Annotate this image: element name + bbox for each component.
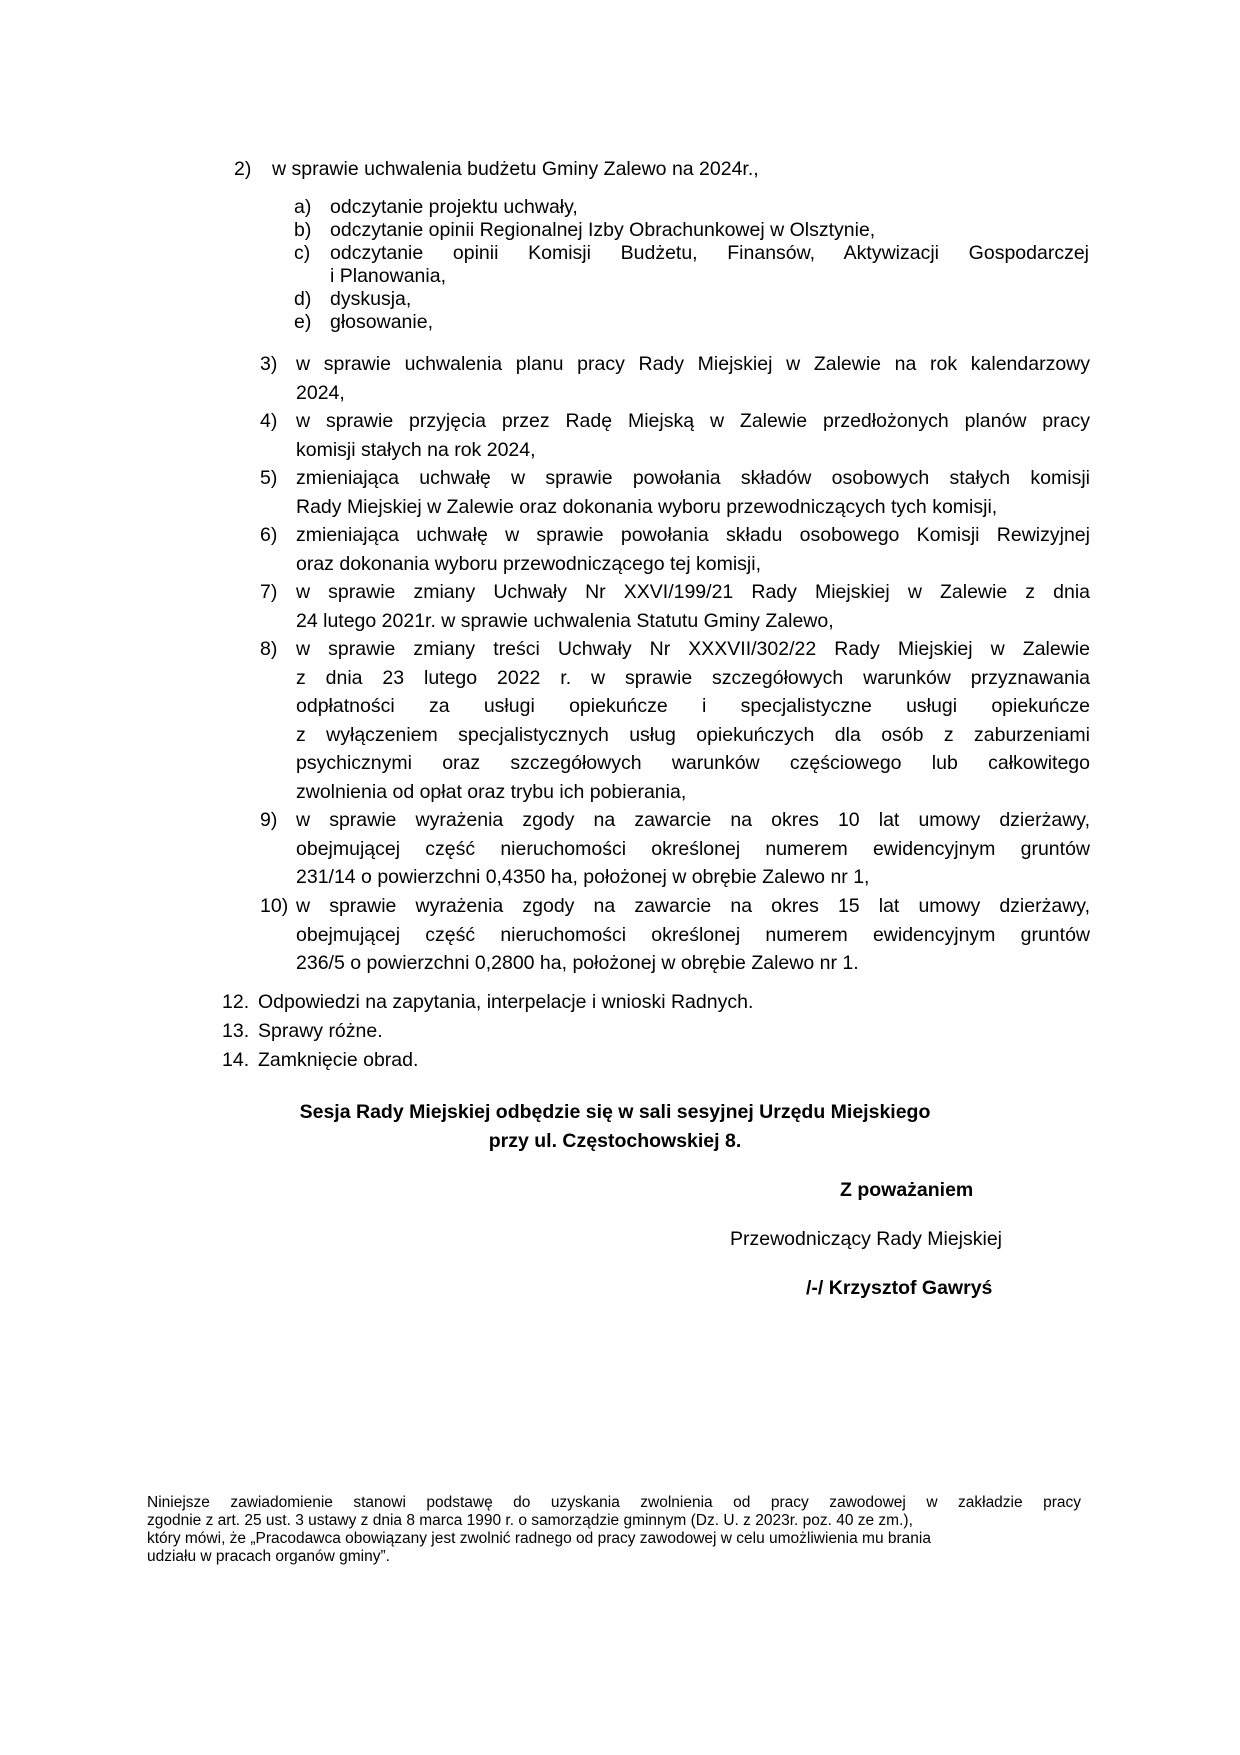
subitem-b — [294, 219, 1089, 242]
item-number: 8) — [260, 638, 278, 660]
subitem-c — [294, 242, 1089, 288]
location-line-2: przy ul. Częstochowskiej 8. — [488, 1129, 742, 1152]
item-text: Sprawy różne. — [258, 1020, 383, 1042]
signatory-role: Przewodniczący Rady Miejskiej — [730, 1228, 1003, 1250]
agenda-subitem-8 — [260, 635, 1090, 806]
item-line: obejmującej część nieruchomości określonej numerem ewidencyjnym gruntów — [296, 923, 1090, 946]
item-number: 6) — [260, 524, 278, 546]
item-line: z dnia 23 lutego 2022 r. w sprawie szczegółowych warunków przyznawania — [296, 666, 1090, 689]
agenda-subitem-9 — [260, 806, 1090, 892]
item-line: 2024, — [296, 381, 345, 404]
item-text — [296, 350, 1090, 407]
agenda-item-12 — [222, 988, 1082, 1017]
subitem-text: dyskusja, — [330, 288, 412, 310]
subitem-text — [330, 242, 1089, 288]
item-line: 231/14 o powierzchni 0,4350 ha, położonej w obrębie Zalewo nr 1, — [296, 866, 870, 888]
item-line: zwolnienia od opłat oraz trybu ich pobierania, — [296, 780, 687, 803]
footnote-line: Niniejsze zawiadomienie stanowi podstawę do uzyskania zwolnienia od pracy zawodowej w zakładzie pracy — [147, 1494, 1081, 1511]
item-line: odpłatności za usługi opiekuńcze i specjalistyczne usługi opiekuńcze — [296, 695, 1090, 717]
item-number: 4) — [260, 410, 278, 432]
agenda-subitem-4 — [260, 407, 1090, 464]
item-text: Odpowiedzi na zapytania, interpelacje i wnioski Radnych. — [258, 991, 754, 1013]
subitem-letter: d) — [294, 288, 312, 310]
item-text — [296, 521, 1090, 578]
agenda-subitem-7 — [260, 578, 1090, 635]
item-text — [296, 407, 1090, 464]
item-line: Rady Miejskiej w Zalewie oraz dokonania wyboru przewodniczących tych komisji, — [296, 495, 998, 518]
subitem-text: odczytanie projektu uchwały, — [330, 196, 578, 218]
subitem-text: odczytanie opinii Regionalnej Izby Obrachunkowej w Olsztynie, — [330, 219, 876, 241]
item-text — [296, 635, 1090, 806]
item-line: w sprawie uchwalenia planu pracy Rady Miejskiej w Zalewie na rok kalendarzowy — [296, 353, 1090, 375]
subitem-letter: e) — [294, 311, 312, 333]
agenda-subitem-5 — [260, 464, 1090, 521]
item-line: psychicznymi oraz szczegółowych warunków częściowego lub całkowitego — [296, 752, 1090, 774]
item-number: 9) — [260, 809, 278, 831]
footnote-line: zgodnie z art. 25 ust. 3 ustawy z dnia 8 marca 1990 r. o samorządzie gminnym (Dz. U. z 2023r. poz. 40 ze zm.), — [147, 1512, 913, 1529]
agenda-item-14 — [222, 1046, 1082, 1075]
item-line: w sprawie wyrażenia zgody na zawarcie na okres 10 lat umowy dzierżawy, — [296, 809, 1090, 831]
footnote — [147, 1494, 1081, 1566]
footnote-line: udziału w pracach organów gminy”. — [147, 1548, 390, 1565]
item-line: oraz dokonania wyboru przewodniczącego tej komisji, — [296, 552, 761, 575]
agenda-subitem-2 — [234, 155, 994, 184]
item-line: w sprawie zmiany treści Uchwały Nr XXXVII/302/22 Rady Miejskiej w Zalewie — [296, 638, 1090, 660]
item-line: komisji stałych na rok 2024, — [296, 438, 536, 461]
item-text — [296, 892, 1090, 978]
item-line: w sprawie wyrażenia zgody na zawarcie na okres 15 lat umowy dzierżawy, — [296, 895, 1090, 917]
subitem-d — [294, 288, 1089, 311]
subitem-line: i Planowania, — [330, 265, 446, 287]
subitem-letter: a) — [294, 196, 312, 218]
item-number: 3) — [260, 353, 278, 375]
item-number: 7) — [260, 581, 278, 603]
item-number: 10) — [260, 895, 289, 917]
item-line: 24 lutego 2021r. w sprawie uchwalenia Statutu Gminy Zalewo, — [296, 609, 834, 632]
subitem-e — [294, 311, 1089, 334]
location-line-1: Sesja Rady Miejskiej odbędzie się w sali sesyjnej Urzędu Miejskiego — [299, 1101, 931, 1123]
session-location — [150, 1098, 1080, 1155]
footnote-line: który mówi, że „Pracodawca obowiązany jest zwolnić radnego od pracy zawodowej w celu umożliwienia mu brania — [147, 1530, 931, 1547]
item-number: 5) — [260, 467, 278, 489]
signatory-name: /-/ Krzysztof Gawryś — [806, 1277, 993, 1299]
item-line: 236/5 o powierzchni 0,2800 ha, położonej w obrębie Zalewo nr 1. — [296, 952, 859, 974]
item-text: w sprawie uchwalenia budżetu Gminy Zalewo na 2024r., — [272, 158, 759, 180]
agenda-subitem-3 — [260, 350, 1090, 407]
agenda-subitem-10 — [260, 892, 1090, 978]
item-line: obejmującej część nieruchomości określonej numerem ewidencyjnym gruntów — [296, 837, 1090, 860]
item-number: 14. — [222, 1049, 250, 1071]
item-number: 2) — [234, 158, 252, 180]
item-text — [296, 464, 1090, 521]
item-text — [296, 806, 1090, 892]
subitem-line: odczytanie opinii Komisji Budżetu, Finansów, Aktywizacji Gospodarczej — [330, 242, 1089, 264]
agenda-subitem-6 — [260, 521, 1090, 578]
item-text — [296, 578, 1090, 635]
item-line: zmieniająca uchwałę w sprawie powołania składu osobowego Komisji Rewizyjnej — [296, 524, 1090, 546]
subitem-letter: b) — [294, 219, 312, 241]
item-number: 12. — [222, 991, 250, 1013]
item-number: 13. — [222, 1020, 250, 1042]
item-line: w sprawie przyjęcia przez Radę Miejską w Zalewie przedłożonych planów pracy — [296, 410, 1090, 432]
item-line: z wyłączeniem specjalistycznych usług opiekuńczych dla osób z zaburzeniami — [296, 723, 1090, 746]
subitem-text: głosowanie, — [330, 311, 433, 333]
subitem-letter: c) — [294, 242, 311, 264]
item-line: zmieniająca uchwałę w sprawie powołania składów osobowych stałych komisji — [296, 467, 1090, 489]
greeting: Z poważaniem — [840, 1179, 974, 1201]
item-text: Zamknięcie obrad. — [258, 1049, 419, 1071]
agenda-item-13 — [222, 1017, 1082, 1046]
subitem-a — [294, 196, 1089, 219]
item-line: w sprawie zmiany Uchwały Nr XXVI/199/21 Rady Miejskiej w Zalewie z dnia — [296, 581, 1090, 603]
